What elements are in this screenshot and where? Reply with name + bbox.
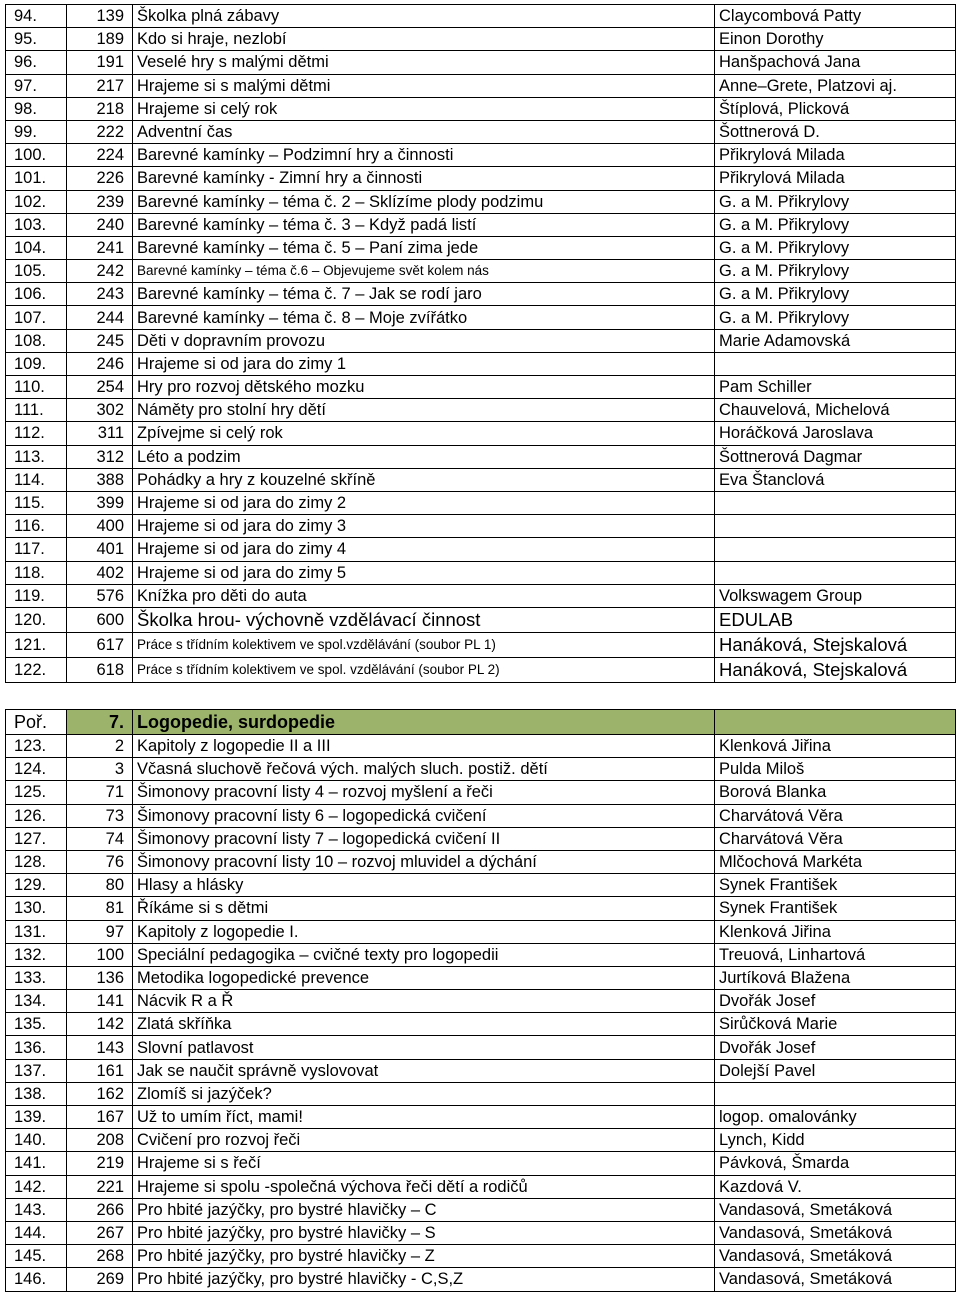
catalog-number: 242: [67, 260, 133, 283]
book-title: Kdo si hraje, nezlobí: [133, 28, 715, 51]
row-number: 94.: [6, 5, 67, 28]
book-author: Klenková Jiřina: [715, 920, 956, 943]
book-author: logop. omalovánky: [715, 1106, 956, 1129]
table-row: [6, 306, 956, 329]
book-author: Kazdová V.: [715, 1175, 956, 1198]
row-number: 138.: [6, 1082, 67, 1105]
book-title: Školka hrou- výchovně vzdělávací činnost: [133, 607, 715, 632]
catalog-number: 302: [67, 399, 133, 422]
book-author: Hanáková, Stejskalová: [715, 632, 956, 657]
row-number: 112.: [6, 422, 67, 445]
book-title: Slovní patlavost: [133, 1036, 715, 1059]
row-number: 115.: [6, 491, 67, 514]
book-author: Hanáková, Stejskalová: [715, 657, 956, 682]
table-row: [6, 1106, 956, 1129]
book-author: Eva Štanclová: [715, 468, 956, 491]
table-row: [6, 1036, 956, 1059]
table-row: [6, 167, 956, 190]
book-author: [715, 538, 956, 561]
book-title: Barevné kamínky – téma č. 3 – Když padá listí: [133, 213, 715, 236]
row-number: 100.: [6, 144, 67, 167]
book-author: Hanšpachová Jana: [715, 51, 956, 74]
row-number: 116.: [6, 515, 67, 538]
book-title: Šimonovy pracovní listy 4 – rozvoj myšlení a řeči: [133, 781, 715, 804]
book-title: Barevné kamínky – téma č. 5 – Paní zima jede: [133, 236, 715, 259]
book-author: Pam Schiller: [715, 376, 956, 399]
catalog-number: 191: [67, 51, 133, 74]
book-author: Lynch, Kidd: [715, 1129, 956, 1152]
table-row: [6, 213, 956, 236]
book-author: Vandasová, Smetáková: [715, 1221, 956, 1244]
book-title: Barevné kamínky – téma č. 2 – Sklízíme plody podzimu: [133, 190, 715, 213]
book-title: Metodika logopedické prevence: [133, 966, 715, 989]
book-title: Říkáme si s dětmi: [133, 897, 715, 920]
catalog-number: 162: [67, 1082, 133, 1105]
table-row: [6, 97, 956, 120]
table-row: [6, 120, 956, 143]
book-author: [715, 352, 956, 375]
book-author: Anne–Grete, Platzovi aj.: [715, 74, 956, 97]
row-number: 137.: [6, 1059, 67, 1082]
table-row: [6, 1268, 956, 1291]
book-list-table-1: [5, 4, 956, 683]
catalog-number: 311: [67, 422, 133, 445]
table-row: [6, 1221, 956, 1244]
book-author: Klenková Jiřina: [715, 735, 956, 758]
catalog-number: 600: [67, 607, 133, 632]
table-row: [6, 190, 956, 213]
catalog-number: 97: [67, 920, 133, 943]
row-number: 141.: [6, 1152, 67, 1175]
table-row: [6, 399, 956, 422]
catalog-number: 3: [67, 758, 133, 781]
catalog-number: 268: [67, 1245, 133, 1268]
table-row: [6, 758, 956, 781]
table-row: [6, 1198, 956, 1221]
book-title: Pohádky a hry z kouzelné skříně: [133, 468, 715, 491]
book-title: Pro hbité jazýčky, pro bystré hlavičky - C,S,Z: [133, 1268, 715, 1291]
section-title: Logopedie, surdopedie: [133, 710, 715, 735]
book-author: [715, 491, 956, 514]
catalog-number: 402: [67, 561, 133, 584]
catalog-number: 266: [67, 1198, 133, 1221]
table-row: [6, 584, 956, 607]
book-author: Vandasová, Smetáková: [715, 1245, 956, 1268]
catalog-number: 161: [67, 1059, 133, 1082]
table-row: [6, 850, 956, 873]
catalog-number: 401: [67, 538, 133, 561]
book-title: Veselé hry s malými dětmi: [133, 51, 715, 74]
row-number: 101.: [6, 167, 67, 190]
row-number: 98.: [6, 97, 67, 120]
catalog-number: 399: [67, 491, 133, 514]
book-title: Hrajeme si spolu -společná výchova řeči dětí a rodičů: [133, 1175, 715, 1198]
row-number: 121.: [6, 632, 67, 657]
catalog-number: 221: [67, 1175, 133, 1198]
book-author: G. a M. Přikrylovy: [715, 306, 956, 329]
catalog-number: 269: [67, 1268, 133, 1291]
book-title: Hrajeme si celý rok: [133, 97, 715, 120]
table-row: [6, 827, 956, 850]
table-row: [6, 5, 956, 28]
book-author: G. a M. Přikrylovy: [715, 236, 956, 259]
book-title: Hrajeme si od jara do zimy 4: [133, 538, 715, 561]
book-title: Jak se naučit správně vyslovovat: [133, 1059, 715, 1082]
book-title: Hry pro rozvoj dětského mozku: [133, 376, 715, 399]
book-author: Dolejší Pavel: [715, 1059, 956, 1082]
catalog-number: 73: [67, 804, 133, 827]
book-title: Barevné kamínky – téma č. 8 – Moje zvířátko: [133, 306, 715, 329]
book-author: Štíplová, Plicková: [715, 97, 956, 120]
book-author: Vandasová, Smetáková: [715, 1198, 956, 1221]
catalog-number: 240: [67, 213, 133, 236]
catalog-number: 224: [67, 144, 133, 167]
book-title: Šimonovy pracovní listy 10 – rozvoj mluvidel a dýchání: [133, 850, 715, 873]
table-row: [6, 1013, 956, 1036]
book-title: Barevné kamínky – téma č. 7 – Jak se rodí jaro: [133, 283, 715, 306]
row-number: 133.: [6, 966, 67, 989]
book-author: Pávková, Šmarda: [715, 1152, 956, 1175]
book-title: Kapitoly z logopedie II a III: [133, 735, 715, 758]
book-author: Synek František: [715, 897, 956, 920]
table-row: [6, 236, 956, 259]
catalog-number: 246: [67, 352, 133, 375]
table-row: [6, 657, 956, 682]
table-row: [6, 329, 956, 352]
book-title: Šimonovy pracovní listy 7 – logopedická cvičení II: [133, 827, 715, 850]
book-author: Šottnerová Dagmar: [715, 445, 956, 468]
section-number: 7.: [67, 710, 133, 735]
row-number: 125.: [6, 781, 67, 804]
table-row: [6, 468, 956, 491]
row-number: 113.: [6, 445, 67, 468]
catalog-number: 208: [67, 1129, 133, 1152]
table-row: [6, 491, 956, 514]
book-title: Práce s třídním kolektivem ve spol. vzdělávání (soubor PL 2): [133, 657, 715, 682]
table-row: [6, 1082, 956, 1105]
table-row: [6, 632, 956, 657]
table-row: [6, 144, 956, 167]
table-row: [6, 1152, 956, 1175]
book-author: Pulda Miloš: [715, 758, 956, 781]
row-number: 130.: [6, 897, 67, 920]
row-number: 118.: [6, 561, 67, 584]
book-author: Přikrylová Milada: [715, 167, 956, 190]
row-number: 126.: [6, 804, 67, 827]
book-author: Dvořák Josef: [715, 990, 956, 1013]
table-row: [6, 1059, 956, 1082]
row-number: 120.: [6, 607, 67, 632]
row-number: 146.: [6, 1268, 67, 1291]
row-number: 117.: [6, 538, 67, 561]
row-number: 122.: [6, 657, 67, 682]
row-number: 129.: [6, 874, 67, 897]
book-author: Treuová, Linhartová: [715, 943, 956, 966]
book-author: Charvátová Věra: [715, 827, 956, 850]
row-number: 119.: [6, 584, 67, 607]
row-number: 104.: [6, 236, 67, 259]
table-row: [6, 74, 956, 97]
book-title: Hrajeme si od jara do zimy 5: [133, 561, 715, 584]
book-title: Děti v dopravním provozu: [133, 329, 715, 352]
catalog-number: 217: [67, 74, 133, 97]
row-number: 134.: [6, 990, 67, 1013]
book-title: Včasná sluchově řečová vých. malých sluch. postiž. dětí: [133, 758, 715, 781]
catalog-number: 222: [67, 120, 133, 143]
table-row: [6, 990, 956, 1013]
table-row: [6, 376, 956, 399]
book-author: Marie Adamovská: [715, 329, 956, 352]
row-number: 144.: [6, 1221, 67, 1244]
book-author: Sirůčková Marie: [715, 1013, 956, 1036]
catalog-number: 136: [67, 966, 133, 989]
table-row: [6, 515, 956, 538]
table-row: [6, 445, 956, 468]
table-row: [6, 283, 956, 306]
book-title: Hrajeme si od jara do zimy 1: [133, 352, 715, 375]
table-row: [6, 874, 956, 897]
row-number: 105.: [6, 260, 67, 283]
book-author: Claycombová Patty: [715, 5, 956, 28]
catalog-number: 618: [67, 657, 133, 682]
book-title: Hrajeme si od jara do zimy 3: [133, 515, 715, 538]
row-number: 97.: [6, 74, 67, 97]
table-row: [6, 943, 956, 966]
book-author: Einon Dorothy: [715, 28, 956, 51]
table-row: [6, 561, 956, 584]
row-number: 124.: [6, 758, 67, 781]
row-number: 102.: [6, 190, 67, 213]
row-number: 95.: [6, 28, 67, 51]
table-row: [6, 51, 956, 74]
book-author: EDULAB: [715, 607, 956, 632]
table-row: [6, 804, 956, 827]
catalog-number: 244: [67, 306, 133, 329]
catalog-number: 245: [67, 329, 133, 352]
catalog-number: 142: [67, 1013, 133, 1036]
catalog-number: 141: [67, 990, 133, 1013]
book-title: Pro hbité jazýčky, pro bystré hlavičky – S: [133, 1221, 715, 1244]
book-author: Charvátová Věra: [715, 804, 956, 827]
table-row: [6, 1245, 956, 1268]
book-author: Synek František: [715, 874, 956, 897]
catalog-number: 400: [67, 515, 133, 538]
catalog-number: 71: [67, 781, 133, 804]
book-title: Speciální pedagogika – cvičné texty pro logopedii: [133, 943, 715, 966]
table-row: [6, 260, 956, 283]
book-author: Přikrylová Milada: [715, 144, 956, 167]
catalog-number: 139: [67, 5, 133, 28]
catalog-number: 388: [67, 468, 133, 491]
row-number: 106.: [6, 283, 67, 306]
book-author: G. a M. Přikrylovy: [715, 260, 956, 283]
book-title: Hrajeme si s malými dětmi: [133, 74, 715, 97]
catalog-number: 2: [67, 735, 133, 758]
book-title: Barevné kamínky - Zimní hry a činnosti: [133, 167, 715, 190]
book-title: Cvičení pro rozvoj řeči: [133, 1129, 715, 1152]
book-title: Nácvik R a Ř: [133, 990, 715, 1013]
book-list-table-2: [5, 709, 956, 1292]
table-row: [6, 897, 956, 920]
table-row: [6, 781, 956, 804]
book-author: Horáčková Jaroslava: [715, 422, 956, 445]
row-number: 128.: [6, 850, 67, 873]
catalog-number: 617: [67, 632, 133, 657]
row-number: 123.: [6, 735, 67, 758]
catalog-number: 243: [67, 283, 133, 306]
book-title: Zlatá skříňka: [133, 1013, 715, 1036]
catalog-number: 218: [67, 97, 133, 120]
catalog-number: 239: [67, 190, 133, 213]
book-author: [715, 1082, 956, 1105]
row-number: 145.: [6, 1245, 67, 1268]
book-title: Práce s třídním kolektivem ve spol.vzdělávání (soubor PL 1): [133, 632, 715, 657]
book-title: Pro hbité jazýčky, pro bystré hlavičky – C: [133, 1198, 715, 1221]
row-number: 135.: [6, 1013, 67, 1036]
row-number: 110.: [6, 376, 67, 399]
table-row: [6, 735, 956, 758]
book-title: Kapitoly z logopedie I.: [133, 920, 715, 943]
table-row: [6, 607, 956, 632]
book-title: Školka plná zábavy: [133, 5, 715, 28]
table-row: [6, 352, 956, 375]
catalog-number: 74: [67, 827, 133, 850]
row-number: 109.: [6, 352, 67, 375]
book-author: G. a M. Přikrylovy: [715, 190, 956, 213]
book-author: Volkswagem Group: [715, 584, 956, 607]
catalog-number: 226: [67, 167, 133, 190]
table-row: [6, 966, 956, 989]
row-number: 131.: [6, 920, 67, 943]
section-lead: Poř.: [6, 710, 67, 735]
catalog-number: 576: [67, 584, 133, 607]
book-title: Zpívejme si celý rok: [133, 422, 715, 445]
catalog-number: 143: [67, 1036, 133, 1059]
catalog-number: 100: [67, 943, 133, 966]
book-author: G. a M. Přikrylovy: [715, 213, 956, 236]
book-title: Knížka pro děti do auta: [133, 584, 715, 607]
section-empty-cell: [715, 710, 956, 735]
book-author: G. a M. Přikrylovy: [715, 283, 956, 306]
book-author: Šottnerová D.: [715, 120, 956, 143]
book-title: Zlomíš si jazýček?: [133, 1082, 715, 1105]
book-title: Už to umím říct, mami!: [133, 1106, 715, 1129]
catalog-number: 312: [67, 445, 133, 468]
book-title: Barevné kamínky – Podzimní hry a činnosti: [133, 144, 715, 167]
row-number: 132.: [6, 943, 67, 966]
table-row: [6, 28, 956, 51]
row-number: 142.: [6, 1175, 67, 1198]
row-number: 143.: [6, 1198, 67, 1221]
table-row: [6, 1129, 956, 1152]
book-author: Mlčochová Markéta: [715, 850, 956, 873]
row-number: 136.: [6, 1036, 67, 1059]
catalog-number: 81: [67, 897, 133, 920]
table-row: [6, 422, 956, 445]
book-title: Barevné kamínky – téma č.6 – Objevujeme svět kolem nás: [133, 260, 715, 283]
row-number: 103.: [6, 213, 67, 236]
catalog-number: 80: [67, 874, 133, 897]
row-number: 127.: [6, 827, 67, 850]
book-title: Hrajeme si s řečí: [133, 1152, 715, 1175]
book-author: [715, 515, 956, 538]
book-author: Borová Blanka: [715, 781, 956, 804]
table-row: [6, 920, 956, 943]
row-number: 140.: [6, 1129, 67, 1152]
row-number: 139.: [6, 1106, 67, 1129]
row-number: 108.: [6, 329, 67, 352]
catalog-number: 254: [67, 376, 133, 399]
catalog-number: 267: [67, 1221, 133, 1244]
book-title: Šimonovy pracovní listy 6 – logopedická cvičení: [133, 804, 715, 827]
book-title: Pro hbité jazýčky, pro bystré hlavičky – Z: [133, 1245, 715, 1268]
book-author: [715, 561, 956, 584]
book-title: Léto a podzim: [133, 445, 715, 468]
book-author: Chauvelová, Michelová: [715, 399, 956, 422]
table-row: [6, 1175, 956, 1198]
catalog-number: 76: [67, 850, 133, 873]
row-number: 107.: [6, 306, 67, 329]
row-number: 96.: [6, 51, 67, 74]
catalog-number: 167: [67, 1106, 133, 1129]
book-author: Dvořák Josef: [715, 1036, 956, 1059]
book-title: Adventní čas: [133, 120, 715, 143]
book-author: Vandasová, Smetáková: [715, 1268, 956, 1291]
row-number: 114.: [6, 468, 67, 491]
catalog-number: 219: [67, 1152, 133, 1175]
table-row: [6, 538, 956, 561]
catalog-number: 189: [67, 28, 133, 51]
book-title: Hrajeme si od jara do zimy 2: [133, 491, 715, 514]
book-title: Hlasy a hlásky: [133, 874, 715, 897]
row-number: 111.: [6, 399, 67, 422]
catalog-number: 241: [67, 236, 133, 259]
book-author: Jurtíková Blažena: [715, 966, 956, 989]
book-title: Náměty pro stolní hry dětí: [133, 399, 715, 422]
row-number: 99.: [6, 120, 67, 143]
section-header-row: [6, 710, 956, 735]
